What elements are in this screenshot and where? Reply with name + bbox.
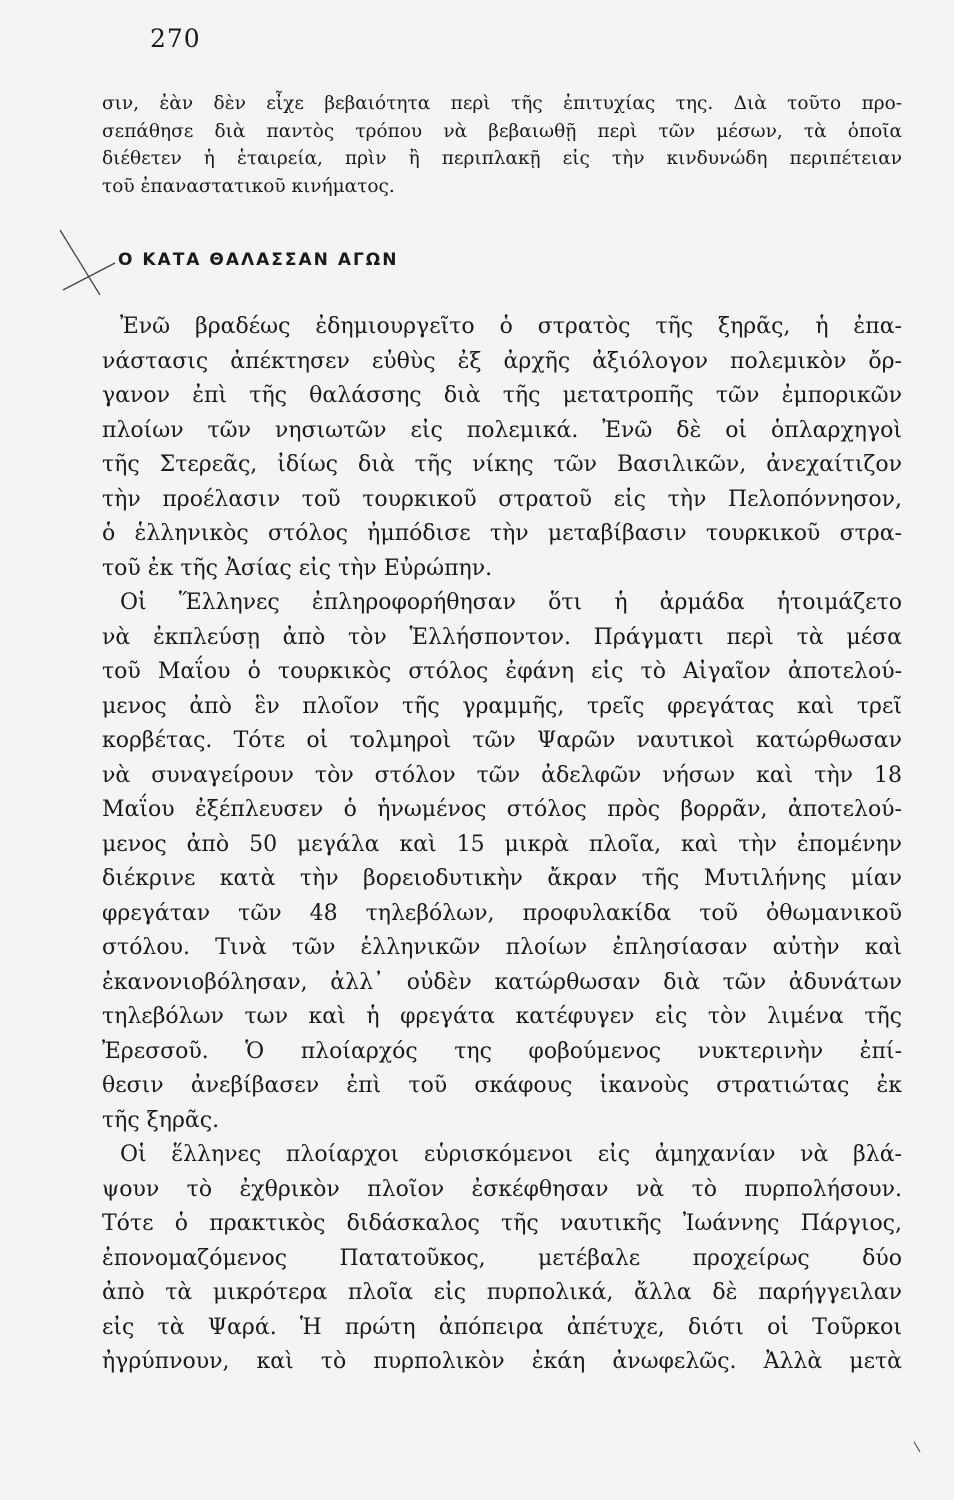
text-line: διέκρινε κατὰ τὴν βορειοδυτικὴν ἄκραν τῆς Μυτιλήνης μίαν <box>102 866 902 891</box>
text-line: ψουν τὸ ἐχθρικὸν πλοῖον ἐσκέφθησαν νὰ τὸ πυρπολήσουν. <box>102 1176 902 1202</box>
corner-mark-icon <box>912 1440 922 1454</box>
text-line: Οἱ ἕλληνες πλοίαρχοι εὑρισκόμενοι εἰς ἀμηχανίαν νὰ βλά- <box>120 1142 902 1167</box>
page-number: 270 <box>150 24 201 53</box>
text-line: μενος ἀπὸ ἓν πλοῖον τῆς γραμμῆς, τρεῖς φρεγάτας καὶ τρεῖ <box>102 693 902 719</box>
text-line: τοῦ ἐκ τῆς Ἀσίας εἰς τὴν Εὐρώπην. <box>102 555 493 581</box>
text-line: γανον ἐπὶ τῆς θαλάσσης διὰ τῆς μετατροπῆς τῶν ἐμπορικῶν <box>102 383 902 408</box>
text-line: μενος ἀπὸ 50 μεγάλα καὶ 15 μικρὰ πλοῖα, καὶ τὴν ἐπομένην <box>102 831 902 857</box>
text-line: τῆς ξηρᾶς. <box>102 1107 220 1133</box>
text-line: κορβέτας. Τότε οἱ τολμηροὶ τῶν Ψαρῶν ναυτικοὶ κατώρθωσαν <box>102 728 902 753</box>
text-line: φρεγάταν τῶν 48 τηλεβόλων, προφυλακίδα τοῦ ὀθωμανικοῦ <box>102 900 902 926</box>
pencil-mark-icon <box>55 225 135 315</box>
text-line: σεπάθησε διὰ παντὸς τρόπου νὰ βεβαιωθῇ περὶ τῶν μέσων, τὰ ὁποῖα <box>102 120 902 142</box>
text-line: Τότε ὁ πρακτικὸς διδάσκαλος τῆς ναυτικῆς Ἰωάννης Πάργιος, <box>102 1211 902 1236</box>
text-line: ἐπονομαζόμενος Πατατοῦκος, μετέβαλε προχείρως δύο <box>102 1245 902 1271</box>
text-line: σιν, ἐὰν δὲν εἶχε βεβαιότητα περὶ τῆς ἐπιτυχίας της. Διὰ τοῦτο προ- <box>102 93 902 114</box>
text-line: τοῦ ἐπαναστατικοῦ κινήματος. <box>102 175 395 197</box>
text-line: ὁ ἑλληνικὸς στόλος ἠμπόδισε τὴν μεταβίβασιν τουρκικοῦ στρα- <box>102 521 902 546</box>
section-heading: Ο ΚΑΤΑ ΘΑΛΑΣΣΑΝ ΑΓΩΝ <box>118 250 399 270</box>
text-line: εἰς τὰ Ψαρά. Ἡ πρώτη ἀπόπειρα ἀπέτυχε, διότι οἱ Τοῦρκοι <box>102 1314 902 1340</box>
text-line: πλοίων τῶν νησιωτῶν εἰς πολεμικά. Ἐνῶ δὲ οἱ ὁπλαρχηγοὶ <box>102 417 902 443</box>
text-line: Ἐρεσσοῦ. Ὁ πλοίαρχός της φοβούμενος νυκτερινὴν ἐπί- <box>102 1038 902 1064</box>
text-line: Μαΐου ἐξέπλευσεν ὁ ἡνωμένος στόλος πρὸς βορρᾶν, ἀποτελού- <box>102 797 902 822</box>
text-line: θεσιν ἀνεβίβασεν ἐπὶ τοῦ σκάφους ἱκανοὺς στρατιώτας ἐκ <box>102 1073 902 1098</box>
text-line: Οἱ Ἕλληνες ἐπληροφορήθησαν ὅτι ἡ ἀρμάδα ἡτοιμάζετο <box>120 590 902 615</box>
text-line: στόλου. Τινὰ τῶν ἑλληνικῶν πλοίων ἐπλησίασαν αὐτὴν καὶ <box>102 935 902 960</box>
text-line: τὴν προέλασιν τοῦ τουρκικοῦ στρατοῦ εἰς τὴν Πελοπόννησον, <box>102 486 902 512</box>
text-line: ἐκανονιοβόλησαν, ἀλλ᾿ οὐδὲν κατώρθωσαν διὰ τῶν ἀδυνάτων <box>102 969 902 995</box>
text-line: ἀπὸ τὰ μικρότερα πλοῖα εἰς πυρπολικά, ἄλλα δὲ παρήγγειλαν <box>102 1280 902 1305</box>
text-line: νάστασις ἀπέκτησεν εὐθὺς ἐξ ἀρχῆς ἀξιόλογον πολεμικὸν ὄρ- <box>102 348 902 374</box>
body-text <box>102 310 902 1380</box>
text-line: διέθετεν ἡ ἑταιρεία, πρὶν ἢ περιπλακῇ εἰς τὴν κινδυνώδη περιπέτειαν <box>102 148 902 169</box>
text-line: νὰ ἐκπλεύσῃ ἀπὸ τὸν Ἑλλήσποντον. Πράγματι περὶ τὰ μέσα <box>102 624 902 650</box>
intro-paragraph <box>102 90 902 200</box>
text-line: ἠγρύπνουν, καὶ τὸ πυρπολικὸν ἐκάη ἀνωφελῶς. Ἀλλὰ μετὰ <box>102 1349 902 1374</box>
text-line: Ἐνῶ βραδέως ἐδημιουργεῖτο ὁ στρατὸς τῆς ξηρᾶς, ἡ ἐπα- <box>120 314 902 339</box>
text-line: τηλεβόλων των καὶ ἡ φρεγάτα κατέφυγεν εἰς τὸν λιμένα τῆς <box>102 1004 902 1029</box>
text-line: τῆς Στερεᾶς, ἰδίως διὰ τῆς νίκης τῶν Βασιλικῶν, ἀνεχαίτιζον <box>102 452 902 477</box>
text-line: τοῦ Μαΐου ὁ τουρκικὸς στόλος ἐφάνη εἰς τὸ Αἰγαῖον ἀποτελού- <box>102 659 902 684</box>
text-line: νὰ συναγείρουν τὸν στόλον τῶν ἀδελφῶν νήσων καὶ τὴν 18 <box>102 762 902 788</box>
